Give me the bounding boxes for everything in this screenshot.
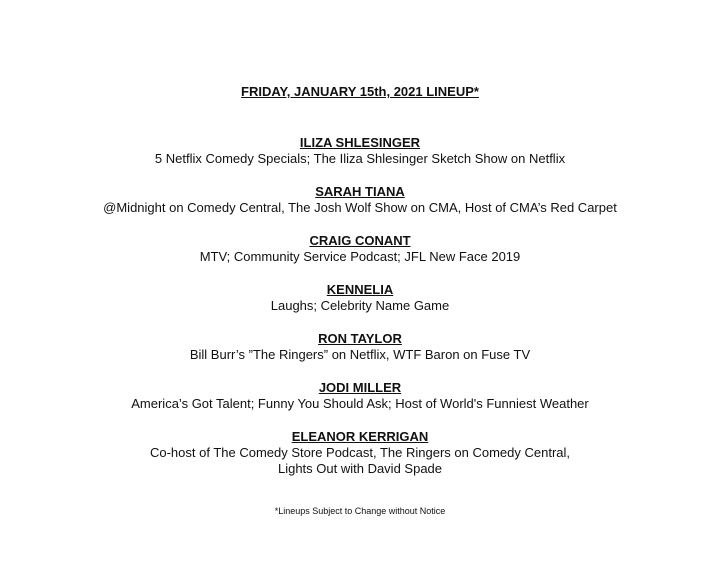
comedian-name: KENNELIA (326, 282, 394, 297)
comedian-entry (0, 233, 720, 265)
comedian-credits: 5 Netflix Comedy Specials; The Iliza Shlesinger Sketch Show on Netflix (154, 151, 566, 166)
comedian-entry (0, 380, 720, 412)
comedian-credits: MTV; Community Service Podcast; JFL New Face 2019 (199, 249, 521, 264)
comedian-name: CRAIG CONANT (309, 233, 411, 248)
comedian-entry (0, 429, 720, 477)
comedian-credits: Bill Burr’s ”The Ringers” on Netflix, WTF Baron on Fuse TV (189, 347, 531, 362)
comedian-entry (0, 135, 720, 167)
comedian-credits: America’s Got Talent; Funny You Should Ask; Host of World's Funniest Weather (131, 396, 589, 411)
comedian-credits: Laughs; Celebrity Name Game (270, 298, 450, 313)
comedian-name: JODI MILLER (318, 380, 402, 395)
comedian-name: SARAH TIANA (315, 184, 405, 199)
comedian-entry (0, 282, 720, 314)
comedian-credits: @Midnight on Comedy Central, The Josh Wolf Show on CMA, Host of CMA’s Red Carpet (103, 200, 617, 215)
comedian-name: ILIZA SHLESINGER (299, 135, 421, 150)
lineup-title: FRIDAY, JANUARY 15th, 2021 LINEUP* (241, 84, 479, 99)
comedian-list (0, 135, 720, 494)
comedian-name: RON TAYLOR (318, 331, 402, 346)
comedian-entry (0, 331, 720, 363)
lineup-disclaimer: *Lineups Subject to Change without Notice (274, 506, 446, 516)
comedian-credits: Co-host of The Comedy Store Podcast, The Ringers on Comedy Central, Lights Out with David Spade (149, 445, 571, 476)
comedian-entry (0, 184, 720, 216)
comedian-name: ELEANOR KERRIGAN (291, 429, 429, 444)
